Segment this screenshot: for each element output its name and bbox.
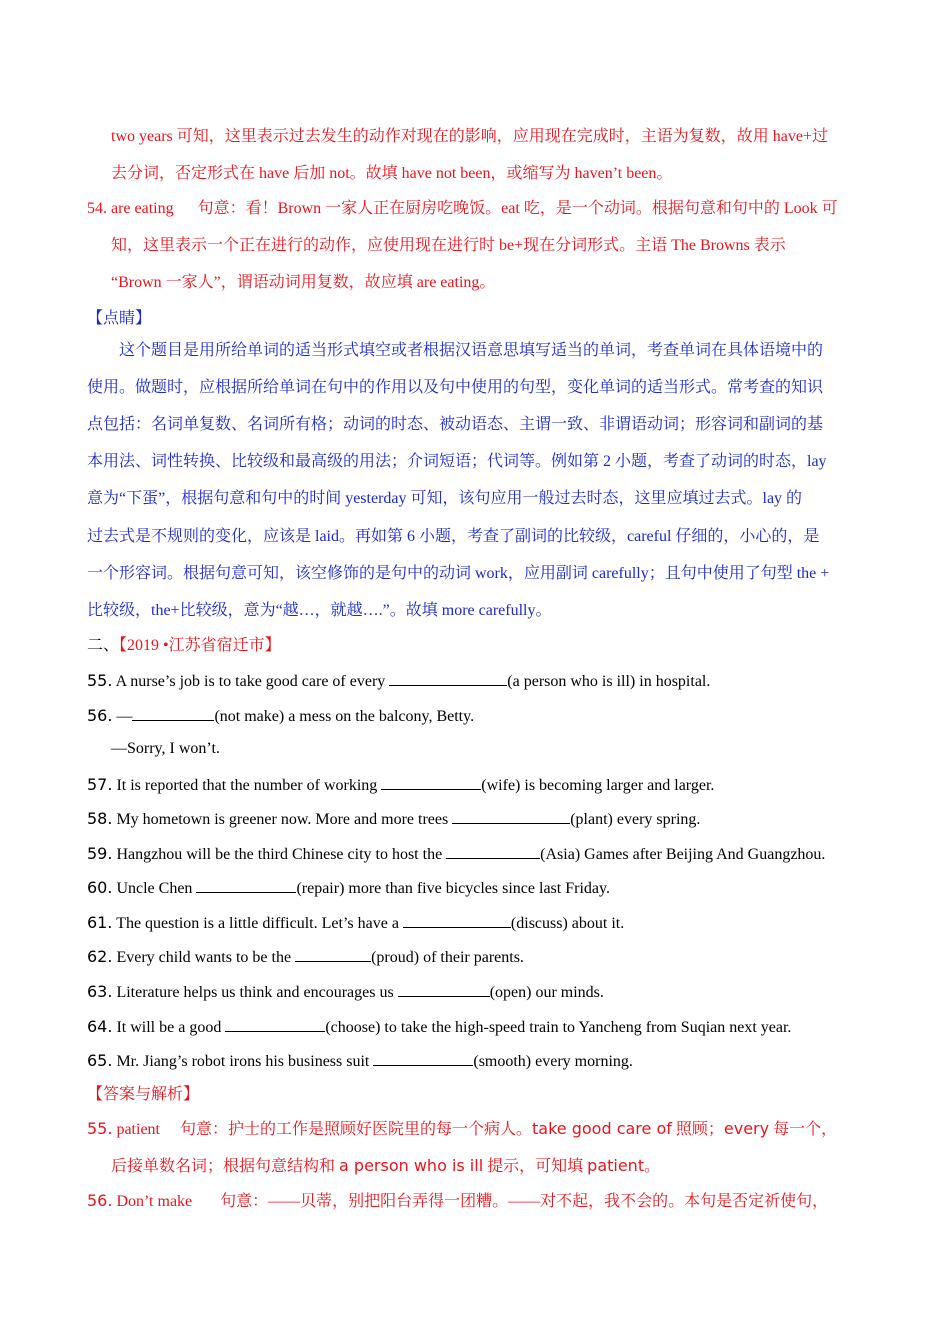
answer-blank[interactable]: [373, 1050, 473, 1066]
question-64: 64. It will be a good (choose) to take the high-speed train to Yancheng from Suqian next year.: [87, 1017, 792, 1036]
question-63: 63. Literature helps us think and encourages us (open) our minds.: [87, 982, 604, 1001]
answer-blank[interactable]: [446, 843, 540, 859]
question-number: 61.: [87, 913, 113, 932]
answer-54-word: are eating: [111, 200, 174, 217]
question-number: 55.: [87, 671, 113, 690]
answer-55-line-2: 后接单数名词；根据句意结构和 a person who is ill 提示，可知填 patient。: [111, 1156, 661, 1175]
answer-blank[interactable]: [196, 877, 296, 893]
question-62: 62. Every child wants to be the (proud) of their parents.: [87, 947, 524, 966]
answer-blank[interactable]: [403, 912, 511, 928]
question-55: 55. A nurse’s job is to take good care of every (a person who is ill) in hospital.: [87, 671, 711, 690]
question-60: 60. Uncle Chen (repair) more than five bicycles since last Friday.: [87, 878, 610, 897]
section-prefix: 二、: [87, 637, 120, 654]
dianjing-heading: 【点睛】: [87, 310, 152, 327]
question-number: 58.: [87, 809, 113, 828]
answer-blank[interactable]: [132, 705, 214, 721]
answer-55-line-1: 55. patient 句意：护士的工作是照顾好医院里的每一个病人。take good care of 照顾；every 每一个，: [87, 1119, 838, 1138]
dianjing-line: 一个形容词。根据句意可知，该空修饰的是句中的动词 work，应用副词 carefully；且句中使用了句型 the +: [87, 565, 830, 582]
answer-53-line-1: two years 可知，这里表示过去发生的动作对现在的影响，应用现在完成时，主语为复数，故用 have+过: [111, 128, 828, 145]
dianjing-line: 点包括：名词单复数、名词所有格；动词的时态、被动语态、主谓一致、非谓语动词；形容词和副词的基: [87, 416, 824, 433]
dianjing-line: 本用法、词性转换、比较级和最高级的用法；介词短语；代词等。例如第 2 小题，考查了动词的时态，lay: [87, 453, 827, 470]
question-number: 63.: [87, 982, 113, 1001]
answer-55-word: patient: [116, 1121, 160, 1138]
question-number: 56.: [87, 706, 113, 725]
answer-blank[interactable]: [452, 808, 570, 824]
dianjing-line: 使用。做题时，应根据所给单词在句中的作用以及句中使用的句型，变化单词的适当形式。常考查的知识: [87, 379, 824, 396]
question-61: 61. The question is a little difficult. Let’s have a (discuss) about it.: [87, 913, 625, 932]
question-number: 64.: [87, 1017, 113, 1036]
question-58: 58. My hometown is greener now. More and more trees (plant) every spring.: [87, 809, 701, 828]
question-number: 62.: [87, 947, 113, 966]
dianjing-line: 过去式是不规则的变化，应该是 laid。再如第 6 小题，考查了副词的比较级，careful 仔细的，小心的，是: [87, 528, 820, 545]
answer-blank[interactable]: [295, 946, 371, 962]
question-number: 59.: [87, 844, 113, 863]
dianjing-line: 比较级，the+比较级，意为“越…，就越….”。故填 more carefully。: [87, 602, 552, 619]
question-number: 65.: [87, 1051, 113, 1070]
answer-blank[interactable]: [389, 670, 507, 686]
answer-56-word: Don’t make: [116, 1193, 193, 1210]
answer-54-line-1: [87, 199, 838, 219]
answers-heading: 【答案与解析】: [87, 1086, 200, 1103]
answer-blank[interactable]: [381, 774, 481, 790]
question-56-reply: —Sorry, I won’t.: [111, 740, 220, 757]
question-56: 56. — (not make) a mess on the balcony, Betty.: [87, 706, 475, 725]
question-57: 57. It is reported that the number of working (wife) is becoming larger and larger.: [87, 775, 715, 794]
dianjing-line: 这个题目是用所给单词的适当形式填空或者根据汉语意思填写适当的单词，考查单词在具体语境中的: [119, 342, 824, 359]
section-title: 【2019 •江苏省宿迁市】: [119, 637, 281, 654]
answer-54-line-2: 知，这里表示一个正在进行的动作，应使用现在进行时 be+现在分词形式。主语 The Browns 表示: [111, 237, 786, 254]
question-59: 59. Hangzhou will be the third Chinese city to host the (Asia) Games after Beijing And Guangzhou.: [87, 844, 826, 863]
answer-55-number: 55.: [87, 1119, 113, 1138]
answer-54-text: 句意：看！Brown 一家人正在厨房吃晚饭。eat 吃，是一个动词。根据句意和句中的 Look 可: [197, 200, 838, 217]
answer-56-number: 56.: [87, 1191, 113, 1210]
question-number: 57.: [87, 775, 113, 794]
answer-56-line-1: 56. Don’t make 句意：——贝蒂，别把阳台弄得一团糟。——对不起，我不会的。本句是否定祈使句，: [87, 1191, 829, 1210]
answer-54-number: 54.: [87, 200, 107, 217]
question-65: 65. Mr. Jiang’s robot irons his business suit (smooth) every morning.: [87, 1051, 633, 1070]
section-heading: [87, 636, 281, 656]
dianjing-line: 意为“下蛋”，根据句意和句中的时间 yesterday 可知，该句应用一般过去时态，这里应填过去式。lay 的: [87, 490, 803, 507]
question-number: 60.: [87, 878, 113, 897]
answer-53-line-2: 去分词，否定形式在 have 后加 not。故填 have not been，或缩写为 haven’t been。: [111, 165, 673, 182]
answer-blank[interactable]: [225, 1016, 325, 1032]
answer-54-line-3: “Brown 一家人”，谓语动词用复数，故应填 are eating。: [111, 274, 496, 291]
answer-blank[interactable]: [398, 981, 490, 997]
